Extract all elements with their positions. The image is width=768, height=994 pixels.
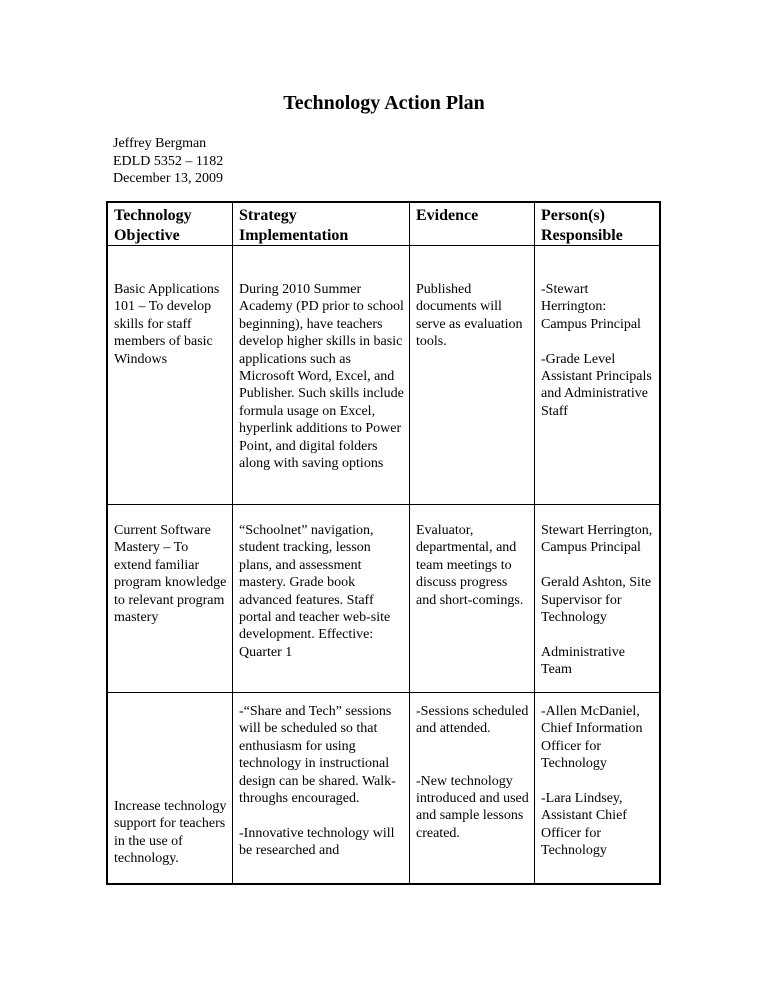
course-code: EDLD 5352 – 1182 (113, 153, 224, 169)
header-line: Responsible (541, 227, 623, 244)
row1-persons-cell (535, 246, 659, 505)
header-line: Objective (114, 227, 180, 244)
row3-strategy-cell (233, 693, 410, 883)
row3-persons-cell (535, 693, 659, 883)
header-line: Strategy (239, 207, 297, 224)
document-date: December 13, 2009 (113, 171, 224, 186)
header-technology-objective (108, 203, 233, 246)
row2-persons-cell (535, 505, 659, 693)
strategy-entry: -Innovative technology will be researched and (239, 825, 395, 859)
row2-objective-cell: Current Software Mastery – To extend familiar program knowledge to relevant program mastery (108, 505, 233, 693)
document-header (113, 135, 223, 188)
header-evidence (410, 203, 535, 246)
person-entry: Stewart Herrington, Campus Principal (541, 523, 653, 556)
person-entry: -Stewart Herrington: Campus Principal (541, 282, 641, 332)
person-entry: Administrative Team (541, 644, 625, 678)
row1-strategy-cell: During 2010 Summer Academy (PD prior to school beginning), have teachers develop higher skills in basic applications such as Microsoft Word, Excel, and Publisher. Such skills include formula usage on Excel, hyperlink additions to Power Point, and digital folders along with saving options (233, 246, 410, 505)
header-line: Technology (114, 207, 192, 224)
row1-evidence-cell: Published documents will serve as evaluation tools. (410, 246, 535, 505)
author-name: Jeffrey Bergman (113, 136, 207, 151)
person-entry: -Grade Level Assistant Principals and Administrative Staff (541, 351, 652, 419)
header-line: Evidence (416, 207, 479, 224)
row1-objective-cell: Basic Applications 101 – To develop skills for staff members of basic Windows (108, 246, 233, 505)
evidence-entry: -New technology introduced and used and sample lessons created. (416, 773, 529, 841)
strategy-entry: -“Share and Tech” sessions will be scheduled so that enthusiasm for using technology in instructional design can be shared. Walk-throughs encouraged. (239, 704, 396, 807)
header-persons-responsible (535, 203, 659, 246)
header-line: Implementation (239, 227, 349, 244)
row2-evidence-cell: Evaluator, departmental, and team meetings to discuss progress and short-comings. (410, 505, 535, 693)
page-title: Technology Action Plan (283, 92, 485, 114)
header-strategy-implementation (233, 203, 410, 246)
action-plan-table (106, 201, 661, 885)
person-entry: Gerald Ashton, Site Supervisor for Technology (541, 575, 652, 626)
row3-evidence-cell (410, 693, 535, 883)
header-line: Person(s) (541, 207, 605, 224)
row2-strategy-cell: “Schoolnet” navigation, student tracking, lesson plans, and assessment mastery. Grade book advanced features. Staff portal and teacher web-site development. Effective: Quarter 1 (233, 505, 410, 693)
objective-text: Increase technology support for teachers in the use of technology. (114, 799, 227, 867)
person-entry: -Lara Lindsey, Assistant Chief Officer for Technology (541, 791, 627, 859)
evidence-entry: -Sessions scheduled and attended. (416, 704, 529, 737)
row3-objective-cell (108, 693, 233, 883)
person-entry: -Allen McDaniel, Chief Information Officer for Technology (541, 704, 643, 772)
